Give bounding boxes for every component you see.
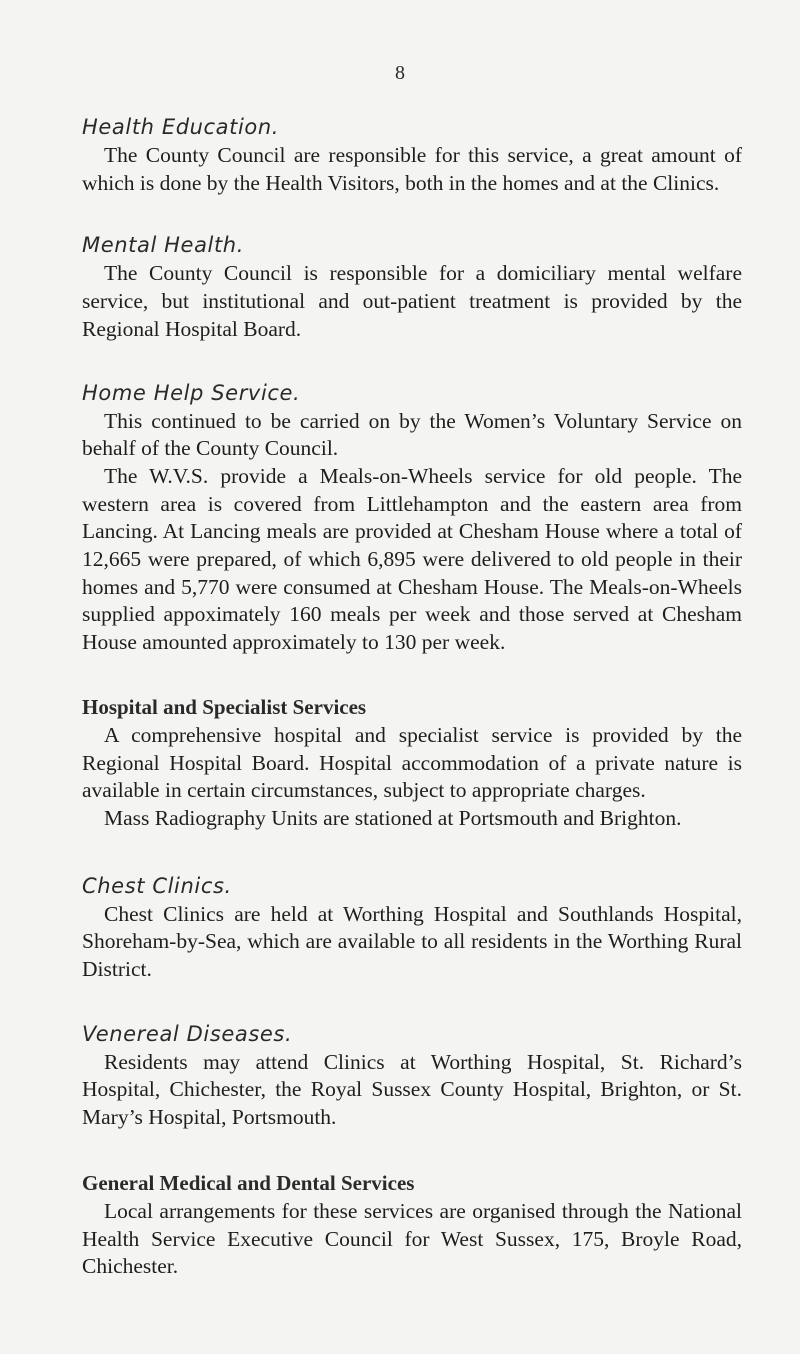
paragraph: The County Council is responsible for a domiciliary mental welfare service, but institutional and out-patient treatment is provided by the Regional Hospital Board. [82, 261, 742, 341]
section-health-education [82, 112, 742, 197]
page-number: 8 [395, 62, 405, 84]
section-heading: Health Education. [82, 115, 280, 139]
paragraph: Residents may attend Clinics at Worthing Hospital, St. Richard’s Hospital, Chichester, the Royal Sussex County Hospital, Brighton, or St. Mary’s Hospital, Portsmouth. [82, 1049, 742, 1130]
section-general-medical-dental-services [82, 1168, 742, 1281]
paragraph: The County Council are responsible for this service, a great amount of which is done by the Health Visitors, both in the homes and at the Clinics. [82, 143, 742, 195]
paragraph: This continued to be carried on by the Women’s Voluntary Service on behalf of the County Council. [82, 408, 742, 461]
section-venereal-diseases [82, 1019, 742, 1132]
paragraph: The W.V.S. provide a Meals-on-Wheels service for old people. The western area is covered from Littlehampton and the eastern area from Lancing. At Lancing meals are provided at Chesham House where a total of 12,665 were prepared, of which 6,895 were delivered to old people in their homes and 5,770 were consumed at Chesham House. The Meals-on-Wheels supplied appoximately 160 meals per week and those served at Chesham House amounted approximately to 130 per week. [82, 463, 742, 655]
section-heading: Mental Health. [82, 233, 244, 258]
section-heading: General Medical and Dental Services [82, 1170, 415, 1195]
section-hospital-specialist-services [82, 692, 742, 833]
section-heading: Home Help Service. [82, 380, 301, 405]
paragraph: Mass Radiography Units are stationed at Portsmouth and Brighton. [104, 805, 682, 830]
section-heading: Venereal Diseases. [82, 1021, 293, 1046]
paragraph: Local arrangements for these services are organised through the National Health Service Executive Council for West Sussex, 175, Broyle Road, Chichester. [82, 1198, 742, 1279]
section-heading: Hospital and Specialist Services [82, 694, 367, 719]
section-mental-health [82, 230, 742, 343]
section-chest-clinics [82, 871, 742, 984]
paragraph: Chest Clinics are held at Worthing Hospital and Southlands Hospital, Shoreham-by-Sea, which are available to all residents in the Worthing Rural District. [82, 901, 742, 982]
section-heading: Chest Clinics. [82, 873, 232, 898]
section-home-help-service [82, 378, 742, 657]
document-body [82, 112, 742, 1303]
paragraph: A comprehensive hospital and specialist service is provided by the Regional Hospital Board. Hospital accommodation of a private nature is available in certain circumstances, subject to appropriate charges. [82, 722, 742, 803]
